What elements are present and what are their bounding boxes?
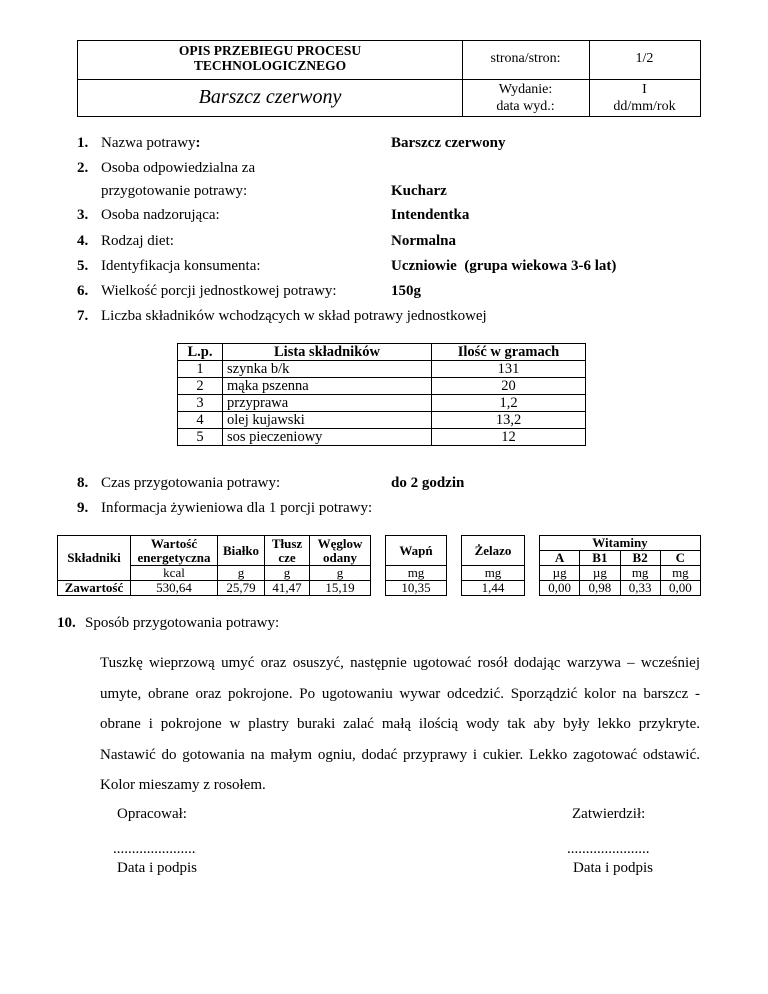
column-header: Lista składników <box>223 344 432 361</box>
column-header-vit-b2: B2 <box>620 551 660 566</box>
prepared-by-signature: ...................... Data i podpis <box>113 841 197 876</box>
column-header-carbs: Węglow odany <box>310 536 371 566</box>
method-text: Tuszkę wieprzową umyć oraz osuszyć, następnie ugotować rosół dodając warzywa – wcześniej umyte, obrane oraz pokrojone. Po ugotowaniu wywar odcedzić. Sporządzić kolor na barszcz - obrane i pokrojone w plastry buraki zalać małą ilością wody tak aby były lekko przykryte. Nastawić do gotowania na małym ogniu, dodać przyprawy i cukier. Lekko zagotować odstawić. Kolor mieszamy z rosołem. <box>100 655 700 793</box>
table-header-row <box>178 344 586 361</box>
edition-date-values: I dd/mm/rok <box>613 82 676 114</box>
column-header-vit-b1: B1 <box>580 551 620 566</box>
row-label-components: Składniki <box>58 536 131 581</box>
nutrition-table <box>57 535 701 596</box>
page-label: strona/stron: <box>490 51 561 66</box>
table-row: 4 olej kujawski 13,2 <box>178 412 586 429</box>
approved-by-label: Zatwierdził: <box>572 806 646 822</box>
row-label-content: Zawartość <box>58 581 131 596</box>
approved-by-signature: ...................... Data i podpis <box>567 841 653 876</box>
table-row: 2 mąka pszenna 20 <box>178 378 586 395</box>
table-row: 5 sos pieczeniowy 12 <box>178 429 586 446</box>
units-row: kcal g g g mg mg µg µg mg mg <box>58 566 701 581</box>
column-header-fat: Tłusz cze <box>265 536 310 566</box>
dish-name-title: Barszcz czerwony <box>198 86 342 108</box>
column-header-energy: Wartość energetyczna <box>131 536 218 566</box>
column-header-vit-c: C <box>660 551 700 566</box>
column-header-iron: Żelazo <box>462 536 525 566</box>
prepared-by-label: Opracował: <box>117 806 187 822</box>
column-header-vitamins: Witaminy <box>540 536 701 551</box>
table-row: 1 szynka b/k 131 <box>178 361 586 378</box>
column-header-vit-a: A <box>540 551 580 566</box>
column-header-calcium: Wapń <box>386 536 447 566</box>
values-row: Zawartość 530,64 25,79 41,47 15,19 10,35 1,44 0,00 0,98 0,33 0,00 <box>58 581 701 596</box>
page-value: 1/2 <box>635 51 654 66</box>
header-divider <box>462 79 700 80</box>
table-row: 3 przyprawa 1,2 <box>178 395 586 412</box>
document-title: OPIS PRZEBIEGU PROCESU TECHNOLOGICZNEGO <box>178 43 362 73</box>
column-header: L.p. <box>178 344 223 361</box>
column-header-protein: Białko <box>218 536 265 566</box>
header-divider <box>78 79 462 80</box>
document-header <box>77 40 701 117</box>
column-header: Ilość w gramach <box>432 344 586 361</box>
ingredients-table <box>177 343 586 446</box>
edition-date-labels: Wydanie: data wyd.: <box>496 82 555 114</box>
